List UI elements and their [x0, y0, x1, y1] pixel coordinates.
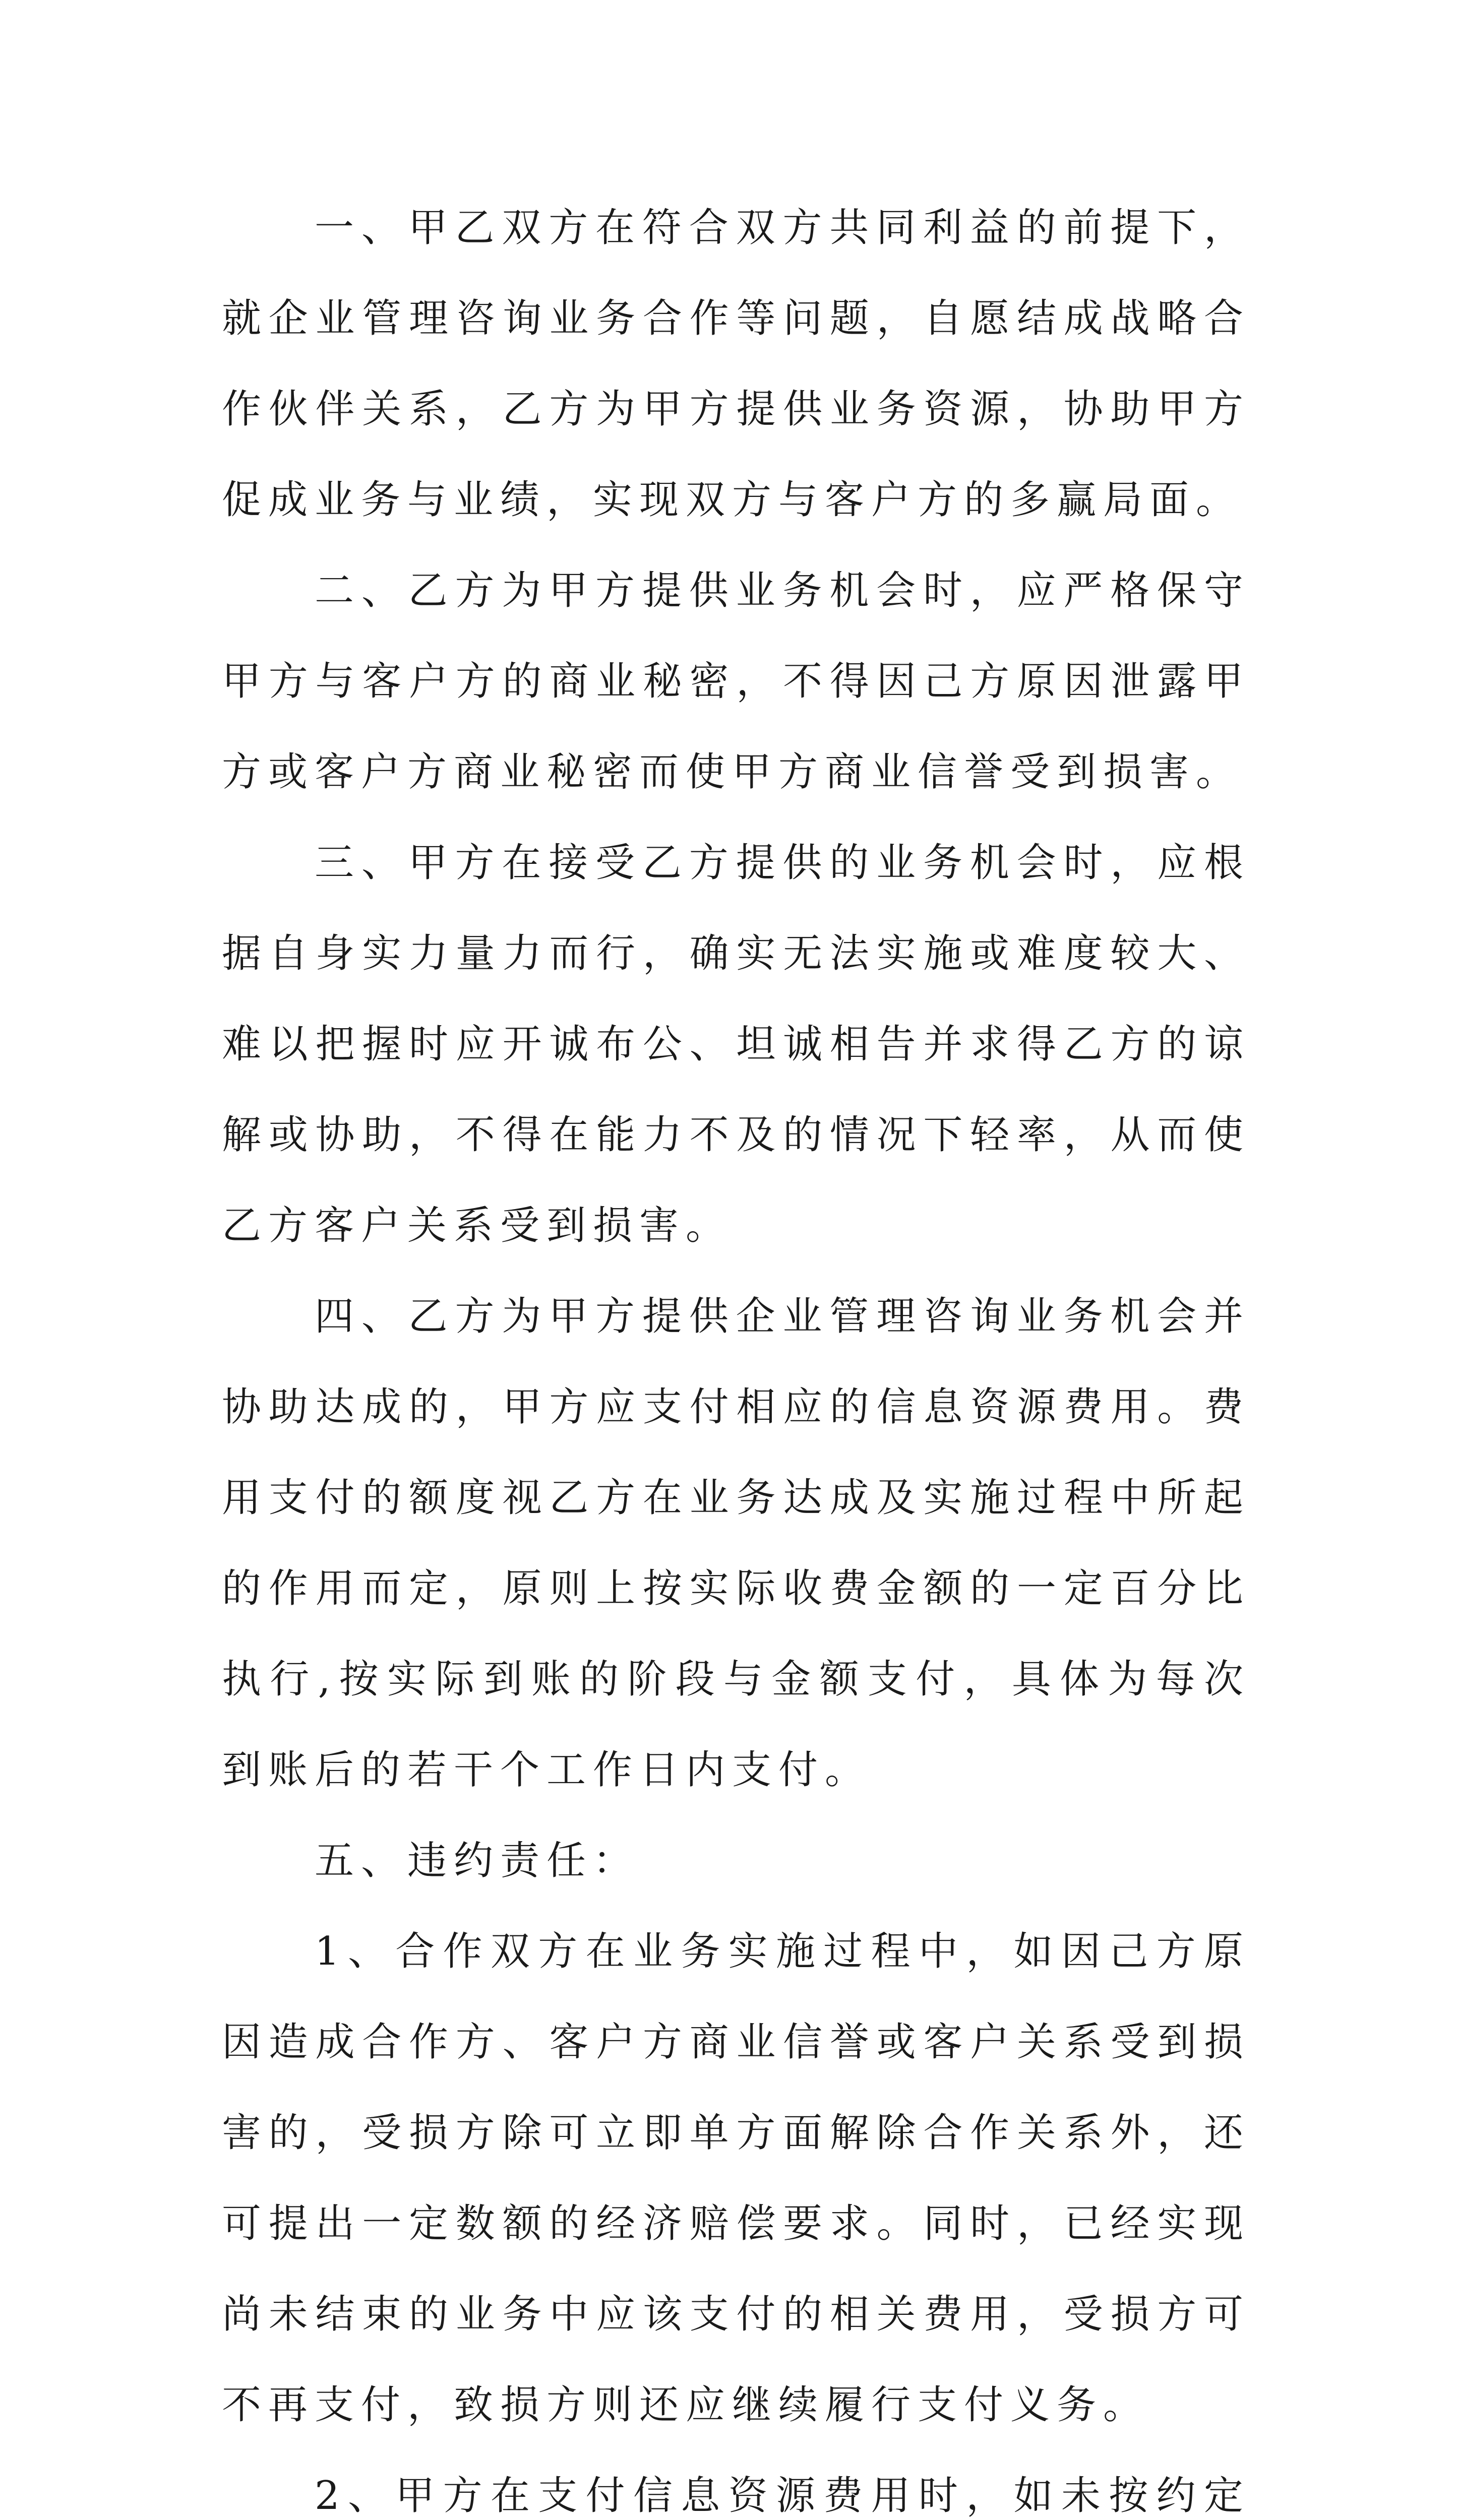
paragraph-clause-3: 三、甲方在接受乙方提供的业务机会时，应根据自身实力量力而行，确实无法实施或难度较大、难以把握时应开诚布公、坦诚相告并求得乙方的谅解或协助，不得在能力不及的情况下轻率，从而使乙方客户关系受到损害。 — [222, 840, 1250, 1248]
paragraph-clause-1: 一、甲乙双方在符合双方共同利益的前提下，就企业管理咨询业务合作等问题，自愿结成战略合作伙伴关系，乙方为甲方提供业务资源，协助甲方促成业务与业绩，实现双方与客户方的多赢局面。 — [222, 205, 1250, 523]
paragraph-clause-5-item-1: 1、合作双方在业务实施过程中，如因己方原因造成合作方、客户方商业信誉或客户关系受到损害的，受损方除可立即单方面解除合作关系外，还可提出一定数额的经济赔偿要求。同时，已经实现尚未结束的业务中应该支付的相关费用，受损方可不再支付，致损方则还应继续履行支付义务。 — [222, 1929, 1250, 2428]
document-body — [222, 182, 1250, 2520]
paragraph-clause-2: 二、乙方为甲方提供业务机会时，应严格保守甲方与客户方的商业秘密，不得因己方原因泄露甲方或客户方商业秘密而使甲方商业信誉受到损害。 — [222, 568, 1250, 795]
paragraph-clause-5-item-2: 2、甲方在支付信息资源费用时，如未按约定 — [315, 2473, 1250, 2518]
paragraph-clause-4: 四、乙方为甲方提供企业管理咨询业务机会并协助达成的，甲方应支付相应的信息资源费用。费用支付的额度视乙方在业务达成及实施过程中所起的作用而定，原则上按实际收费金额的一定百分比执行,按实际到账的阶段与金额支付，具体为每次到账后的若干个工作日内支付。 — [222, 1294, 1250, 1793]
paragraph-clause-5-heading: 五、违约责任： — [315, 1838, 640, 1883]
